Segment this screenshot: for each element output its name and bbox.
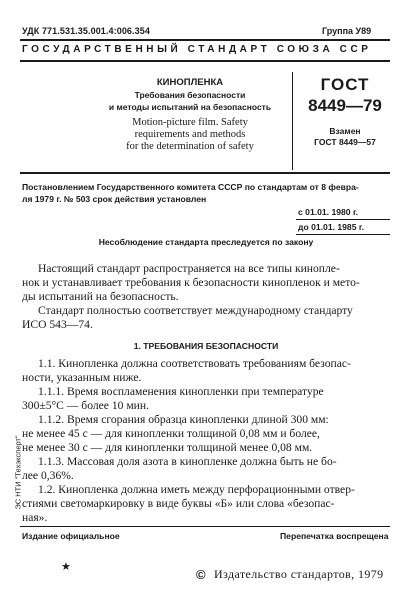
text-line: 1.1.2. Время сгорания образца кинопленки длиной 300 мм: [38, 413, 329, 426]
replaces-value: ГОСТ 8449—57 [314, 137, 376, 147]
edition-label: Издание официальное [22, 531, 120, 541]
publisher-text: Издательство стандартов, 1979 [214, 567, 384, 581]
section-heading: 1. ТРЕБОВАНИЯ БЕЗОПАСНОСТИ [133, 341, 279, 351]
text-line: стиями светомаркировку в виде буквы «Б» или слова «безопас- [22, 497, 335, 510]
text-line: лее 0,36%. [22, 469, 74, 482]
standard-banner: ГОСУДАРСТВЕННЫЙ СТАНДАРТ СОЮЗА ССР [22, 44, 372, 55]
decree-line-2: ля 1979 г. № 503 срок действия установлен [22, 194, 207, 204]
title-block-rule [20, 172, 390, 174]
title-block-ru [90, 76, 290, 113]
validity-from-underline [296, 219, 390, 220]
decree-line-1: Постановлением Государственного комитета СССР по стандартам от 8 февра- [22, 182, 359, 192]
copyright-icon: © [196, 567, 206, 582]
english-title-line-1: Motion-picture film. Safety [132, 117, 248, 128]
text-line: не менее 45 с — для кинопленки толщиной 0,08 мм и более, [22, 427, 320, 440]
subtitle-line-2: и методы испытаний на безопасность [108, 102, 272, 112]
star-icon: ★ [61, 561, 71, 573]
text-line: 1.1. Кинопленка должна соответствовать требованиям безопас- [38, 357, 351, 370]
top-rule [20, 39, 390, 41]
document-title: КИНОПЛЕНКА [156, 77, 224, 88]
validity-to: до 01.01. 1985 г. [298, 222, 364, 232]
decree-text [22, 181, 390, 205]
law-warning: Несоблюдение стандарта преследуется по закону [98, 237, 314, 247]
replaces-label: Взамен [329, 126, 361, 136]
title-divider [292, 72, 293, 170]
intro-paragraph [22, 262, 390, 332]
gost-block [300, 74, 390, 148]
text-line: нок и устанавливает требования к безопасности кинопленок и мето- [22, 276, 360, 289]
text-line: 1.2. Кинопленка должна иметь между перфорационными отвер- [38, 483, 355, 496]
banner-rule [20, 60, 390, 62]
text-line: 1.1.1. Время воспламенения кинопленки при температуре [38, 385, 324, 398]
section1-body [22, 357, 390, 525]
group-code: Группа У89 [322, 26, 372, 36]
text-line: ды испытаний на безопасность. [22, 290, 179, 303]
side-stamp: ЭС НТИ "Техэксперт" [13, 435, 23, 510]
title-block-en [96, 117, 284, 153]
reprint-label: Перепечатка воспрещена [280, 531, 389, 541]
english-title-line-2: requirements and methods [134, 129, 246, 140]
validity-to-underline [296, 234, 390, 235]
footer-rule [20, 526, 390, 527]
gost-label: ГОСТ [320, 75, 370, 94]
text-line: ИСО 543—74. [22, 318, 93, 331]
text-line: ности, указанным ниже. [22, 371, 142, 384]
subtitle-line-1: Требования безопасности [134, 90, 246, 100]
text-line: ная». [22, 511, 48, 524]
english-title-line-3: for the determination of safety [126, 141, 254, 152]
udk-code: УДК 771.531.35.001.4:006.354 [22, 26, 150, 36]
text-line: 1.1.3. Массовая доля азота в кинопленке должна быть не бо- [38, 455, 337, 468]
validity-from: с 01.01. 1980 г. [298, 207, 359, 217]
text-line: 300±5°С — более 10 мин. [22, 399, 149, 412]
gost-number: 8449—79 [308, 96, 382, 115]
text-line: Настоящий стандарт распространяется на все типы кинопле- [38, 262, 340, 275]
text-line: Стандарт полностью соответствует международному стандарту [38, 304, 353, 317]
text-line: не менее 30 с — для кинопленки толщиной менее 0,08 мм. [22, 441, 313, 454]
